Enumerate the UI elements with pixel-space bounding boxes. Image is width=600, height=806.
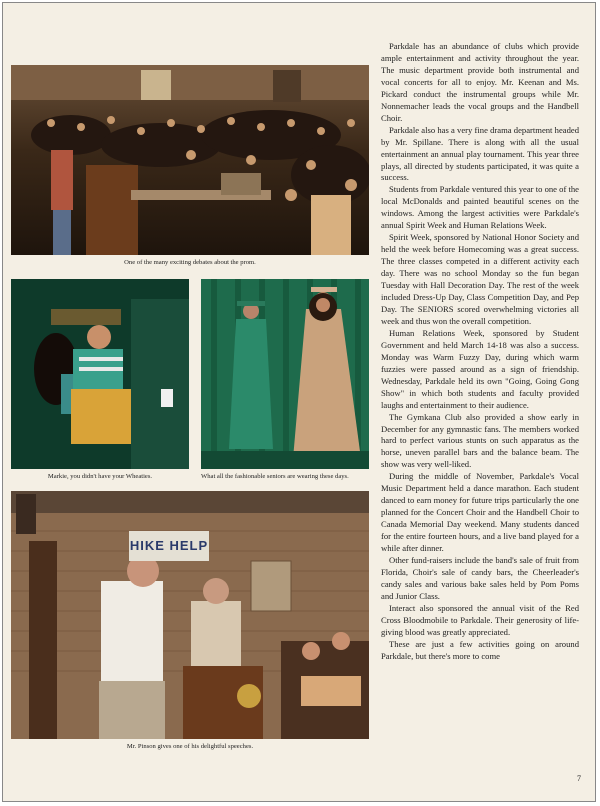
article-paragraph: During the middle of November, Parkdale's Vocal Music Department held a dance marathon. Each student danced to earn money for future trips particularly the one planned for the Concert Choir and the Handbell Choir to Canada Memorial Day weekend. Many students danced for the entire fourteen hours, and a live band played for a while after dinner. — [381, 471, 579, 554]
article-paragraph: Interact also sponsored the annual visit of the Red Cross Bloodmobile to Parkdale. Their generosity of life-giving blood was greatly appreciated. — [381, 602, 579, 637]
seniors-caption: What all the fashionable seniors are wearing these days. — [201, 473, 349, 480]
wheaties-photo — [11, 279, 189, 469]
debate-caption: One of the many exciting debates about the prom. — [124, 259, 256, 266]
article-paragraph: These are just a few activities going on around Parkdale, but there's more to come — [381, 638, 579, 661]
article-paragraph: Other fund-raisers include the band's sale of fruit from Florida, Choir's sale of candy bars, the Cheerleader's candy sales and various bake sales held by Pom Poms and Junior Class. — [381, 554, 579, 601]
article-paragraph: Spirit Week, sponsored by National Honor Society and held the week before Homecoming was a great success. The three classes competed in a different activity each day. There was no school Monday so the fun began Tuesday with Hall Decoration Day. The rest of the week included Dress-Up Day, Class Competition Day, and Pep Day. The SENIORS scored overwhelming victories all week and thus won the overall competition. — [381, 232, 579, 326]
pinson-photo — [11, 491, 369, 739]
article-text — [381, 41, 579, 663]
article-paragraph: Human Relations Week, sponsored by Student Government and held March 14-18 was also a success. Monday was Warm Fuzzy Day, during which warm fuzzies were passed around as a sign of friendship. Wednesday, Parkdale held its own "Going, Going Gong Show" in which both students and faculty provided laughs and entertainment to their audience. — [381, 327, 579, 410]
wheaties-caption: Markie, you didn't have your Wheaties. — [47, 473, 153, 480]
yearbook-page — [2, 2, 596, 802]
article-paragraph: The Gymkana Club also provided a show early in December for any gymnastic fans. The members worked hard to perfect various stunts on such apparatus as the horse, uneven parallel bars and the balance beam. The show was very well-liked. — [381, 411, 579, 470]
seniors-photo — [201, 279, 369, 469]
article-paragraph: Parkdale has an abundance of clubs which provide ample entertainment and activity throughout the year. The music department provide both instrumental and vocal concerts for all to enjoy. Mr. Keenan and Ms. Pickard conduct the instrumental groups while Mr. Nonnemacher leads the vocal groups and the Handbell Choir. — [381, 41, 579, 123]
hike-help-sign: HIKE HELP — [129, 531, 209, 561]
pinson-caption: Mr. Pinson gives one of his delightful speeches. — [126, 743, 254, 750]
debate-photo — [11, 65, 369, 255]
page-number: 7 — [577, 774, 581, 783]
article-paragraph: Parkdale also has a very fine drama department headed by Mr. Spillane. There is along with all the usual entertainment an annual play tournament. This year three plays, all directed by students participated, it was quite a success. — [381, 124, 579, 183]
article-paragraph: Students from Parkdale ventured this year to one of the local McDonalds and painted beautiful scenes on the windows. Among the largest activities were Parkdale's annual Spirit Week and Human Relations Week. — [381, 184, 579, 231]
